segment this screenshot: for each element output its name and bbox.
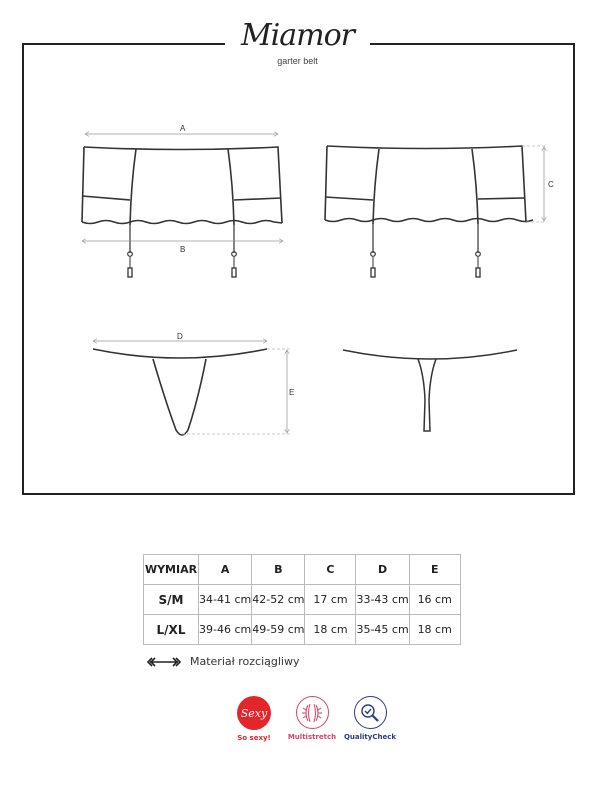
feature-badges <box>225 696 399 742</box>
stretch-legend <box>146 655 299 668</box>
table-cell: 42-52 cm <box>252 585 305 615</box>
brand-name: Miamor <box>240 18 355 53</box>
table-cell: 49-59 cm <box>252 615 305 645</box>
table-cell: 33-43 cm <box>356 585 409 615</box>
size-table <box>143 554 461 645</box>
label-a: A <box>180 124 186 133</box>
label-b: B <box>180 245 186 254</box>
table-row <box>144 615 461 645</box>
quality-check-icon <box>354 696 387 729</box>
garter-belt-back <box>325 146 546 277</box>
table-cell: 16 cm <box>409 585 460 615</box>
label-d: D <box>177 332 183 341</box>
garter-belt-front <box>82 134 283 277</box>
badge-multistretch <box>283 696 341 742</box>
thong-front <box>93 341 290 435</box>
table-header-row <box>144 555 461 585</box>
thong-back <box>343 350 517 431</box>
header-cell: E <box>409 555 460 585</box>
sexy-icon <box>237 696 271 730</box>
badge-label: Multistretch <box>287 733 337 741</box>
multistretch-icon <box>296 696 329 729</box>
size-label: S/M <box>144 585 199 615</box>
table-cell: 18 cm <box>409 615 460 645</box>
stretch-arrow-icon <box>146 656 182 668</box>
product-type: garter belt <box>277 56 318 66</box>
label-c: C <box>548 180 554 189</box>
table-row <box>144 585 461 615</box>
header-cell: WYMIAR <box>144 555 199 585</box>
badge-label: QualityCheck <box>343 733 397 741</box>
header-cell: D <box>356 555 409 585</box>
table-cell: 18 cm <box>305 615 356 645</box>
legend-text: Materiał rozciągliwy <box>190 655 300 668</box>
table-cell: 35-45 cm <box>356 615 409 645</box>
label-e: E <box>289 388 295 397</box>
header-cell: A <box>199 555 252 585</box>
badge-quality-check <box>341 696 399 742</box>
badge-so-sexy <box>225 696 283 742</box>
badge-label: So sexy! <box>237 734 271 742</box>
table-cell: 34-41 cm <box>199 585 252 615</box>
size-label: L/XL <box>144 615 199 645</box>
header-cell: C <box>305 555 356 585</box>
sexy-icon-text: Sexy <box>240 706 268 720</box>
table-cell: 39-46 cm <box>199 615 252 645</box>
table-cell: 17 cm <box>305 585 356 615</box>
header-cell: B <box>252 555 305 585</box>
